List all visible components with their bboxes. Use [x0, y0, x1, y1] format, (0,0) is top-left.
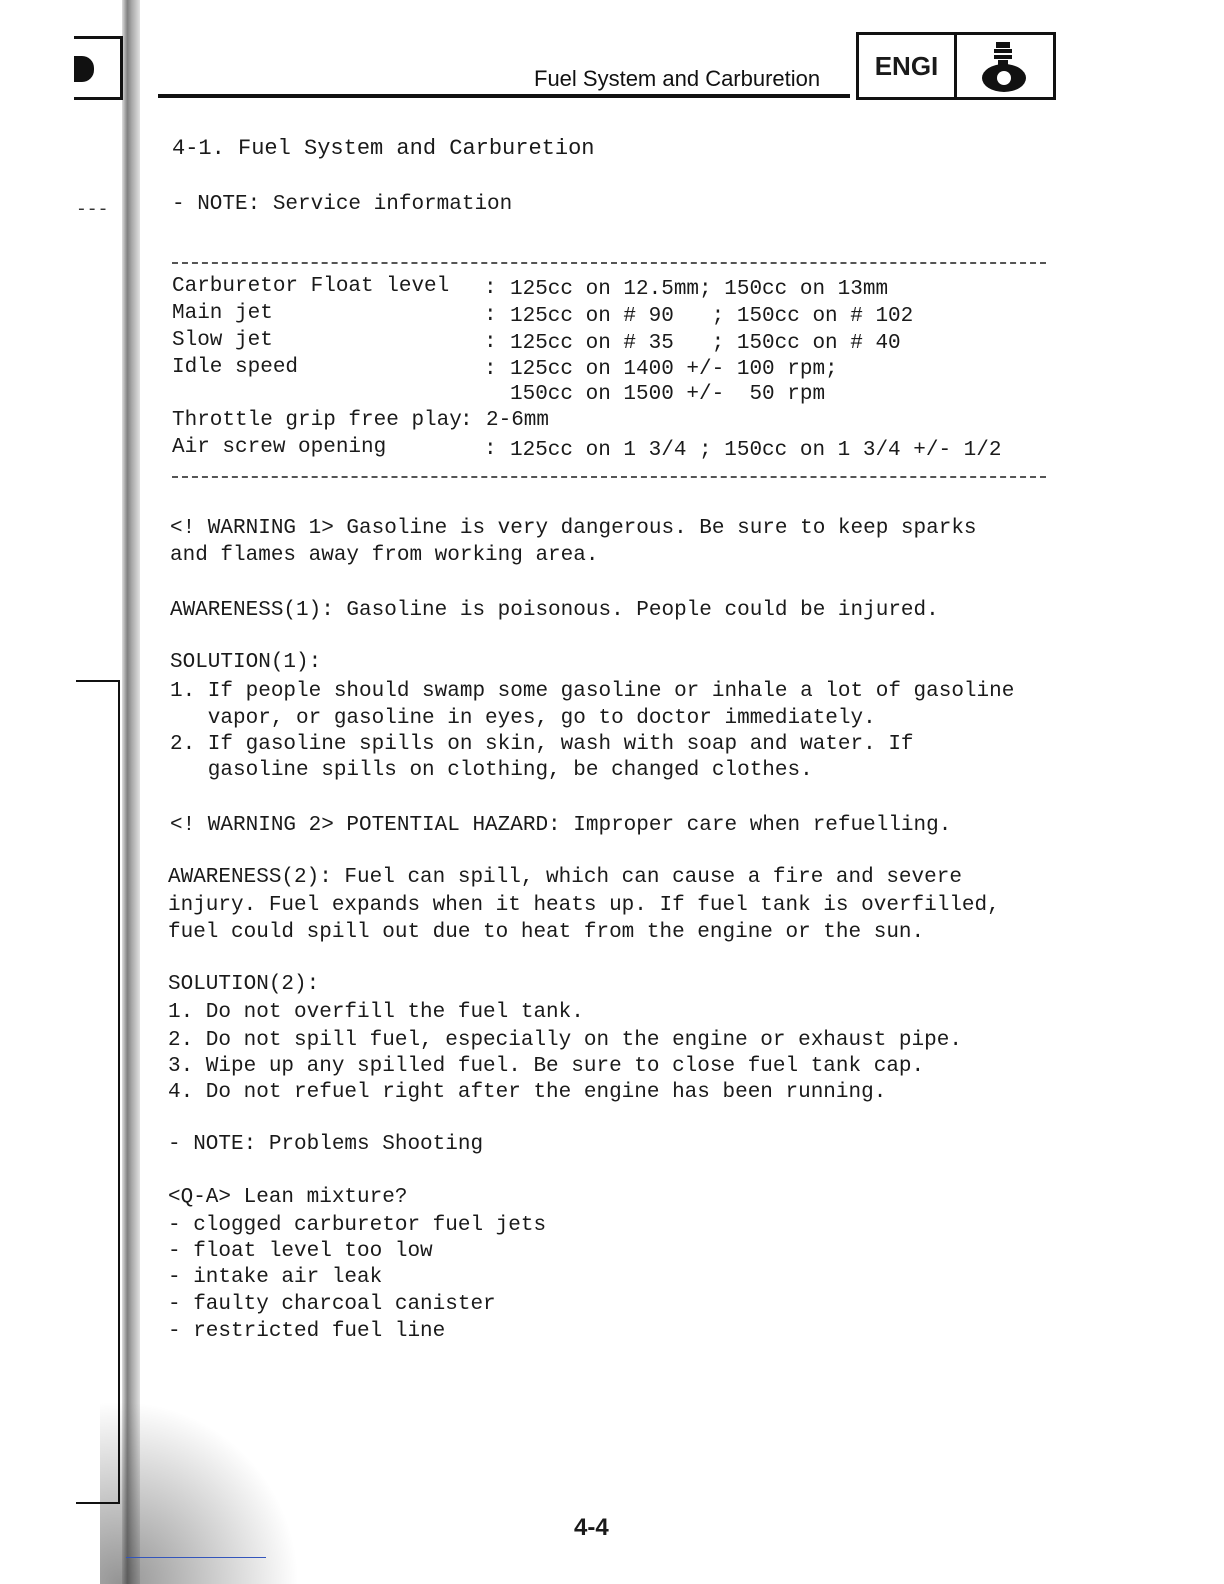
chapter-badge	[856, 32, 1056, 100]
engine-icon	[957, 35, 1053, 97]
solution-1-heading: SOLUTION(1):	[170, 651, 322, 674]
warning-1-line-1: <! WARNING 1> Gasoline is very dangerous. Be sure to keep sparks	[170, 517, 977, 540]
solution-1-item: 1. If people should swamp some gasoline or inhale a lot of gasoline	[170, 680, 1015, 703]
note-service-info: - NOTE: Service information	[172, 193, 513, 216]
solution-1-item: vapor, or gasoline in eyes, go to doctor immediately.	[170, 707, 876, 730]
qa-answer: - restricted fuel line	[168, 1320, 446, 1343]
solution-2-heading: SOLUTION(2):	[168, 973, 320, 996]
spec-table-top-rule	[172, 262, 1046, 264]
awareness-1: AWARENESS(1): Gasoline is poisonous. People could be injured.	[170, 599, 939, 622]
bottom-rule	[126, 1557, 266, 1558]
spec-label: Air screw opening	[172, 436, 387, 459]
spec-label: Carburetor Float level	[172, 275, 450, 298]
spec-value: 150cc on 1500 +/- 50 rpm	[510, 383, 826, 406]
solution-2-item: 4. Do not refuel right after the engine has been running.	[168, 1081, 887, 1104]
solution-1-item: gasoline spills on clothing, be changed clothes.	[170, 759, 813, 782]
qa-answer: - faulty charcoal canister	[168, 1293, 496, 1316]
margin-mark: ---	[76, 200, 109, 220]
solution-2-item: 1. Do not overfill the fuel tank.	[168, 1001, 584, 1024]
note-problems-shooting: - NOTE: Problems Shooting	[168, 1133, 484, 1156]
spec-value: 2-6mm	[486, 409, 550, 432]
warning-2: <! WARNING 2> POTENTIAL HAZARD: Improper care when refuelling.	[170, 814, 952, 837]
spec-separator: :	[484, 331, 497, 354]
spec-separator: :	[484, 304, 497, 327]
qa-question: <Q-A> Lean mixture?	[168, 1186, 408, 1209]
awareness-2-line: AWARENESS(2): Fuel can spill, which can cause a fire and severe	[168, 866, 962, 889]
header-rule	[158, 94, 850, 98]
page-number: 4-4	[574, 1514, 609, 1541]
spec-table-bottom-rule	[172, 476, 1046, 478]
header-title: Fuel System and Carburetion	[534, 66, 821, 91]
spec-value: 125cc on # 90 ; 150cc on # 102	[510, 305, 914, 328]
solution-2-item: 2. Do not spill fuel, especially on the engine or exhaust pipe.	[168, 1029, 962, 1052]
section-title: 4-1. Fuel System and Carburetion	[172, 136, 595, 161]
spec-separator: :	[484, 277, 497, 300]
solution-1-item: 2. If gasoline spills on skin, wash with soap and water. If	[170, 733, 914, 756]
awareness-2-line: injury. Fuel expands when it heats up. If fuel tank is overfilled,	[168, 894, 1000, 917]
spec-value: 125cc on # 35 ; 150cc on # 40	[510, 332, 901, 355]
spec-separator: :	[460, 409, 473, 432]
qa-answer: - intake air leak	[168, 1266, 383, 1289]
spec-label: Idle speed	[172, 356, 299, 379]
margin-bracket	[76, 680, 120, 1504]
spec-value: 125cc on 1400 +/- 100 rpm;	[510, 358, 838, 381]
spec-value: 125cc on 1 3/4 ; 150cc on 1 3/4 +/- 1/2	[510, 439, 1002, 462]
qa-answer: - clogged carburetor fuel jets	[168, 1214, 547, 1237]
spec-label: Throttle grip free play	[172, 409, 462, 432]
chapter-badge-label: ENGI	[859, 35, 957, 97]
spec-label: Main jet	[172, 302, 273, 325]
spec-separator: :	[484, 358, 497, 381]
warning-1-line-2: and flames away from working area.	[170, 544, 599, 567]
spec-label: Slow jet	[172, 329, 273, 352]
binding-edge	[122, 0, 140, 1584]
spec-separator: :	[484, 438, 497, 461]
solution-2-item: 3. Wipe up any spilled fuel. Be sure to close fuel tank cap.	[168, 1055, 925, 1078]
qa-answer: - float level too low	[168, 1240, 433, 1263]
spec-value: 125cc on 12.5mm; 150cc on 13mm	[510, 278, 889, 301]
awareness-2-line: fuel could spill out due to heat from the engine or the sun.	[168, 921, 925, 944]
